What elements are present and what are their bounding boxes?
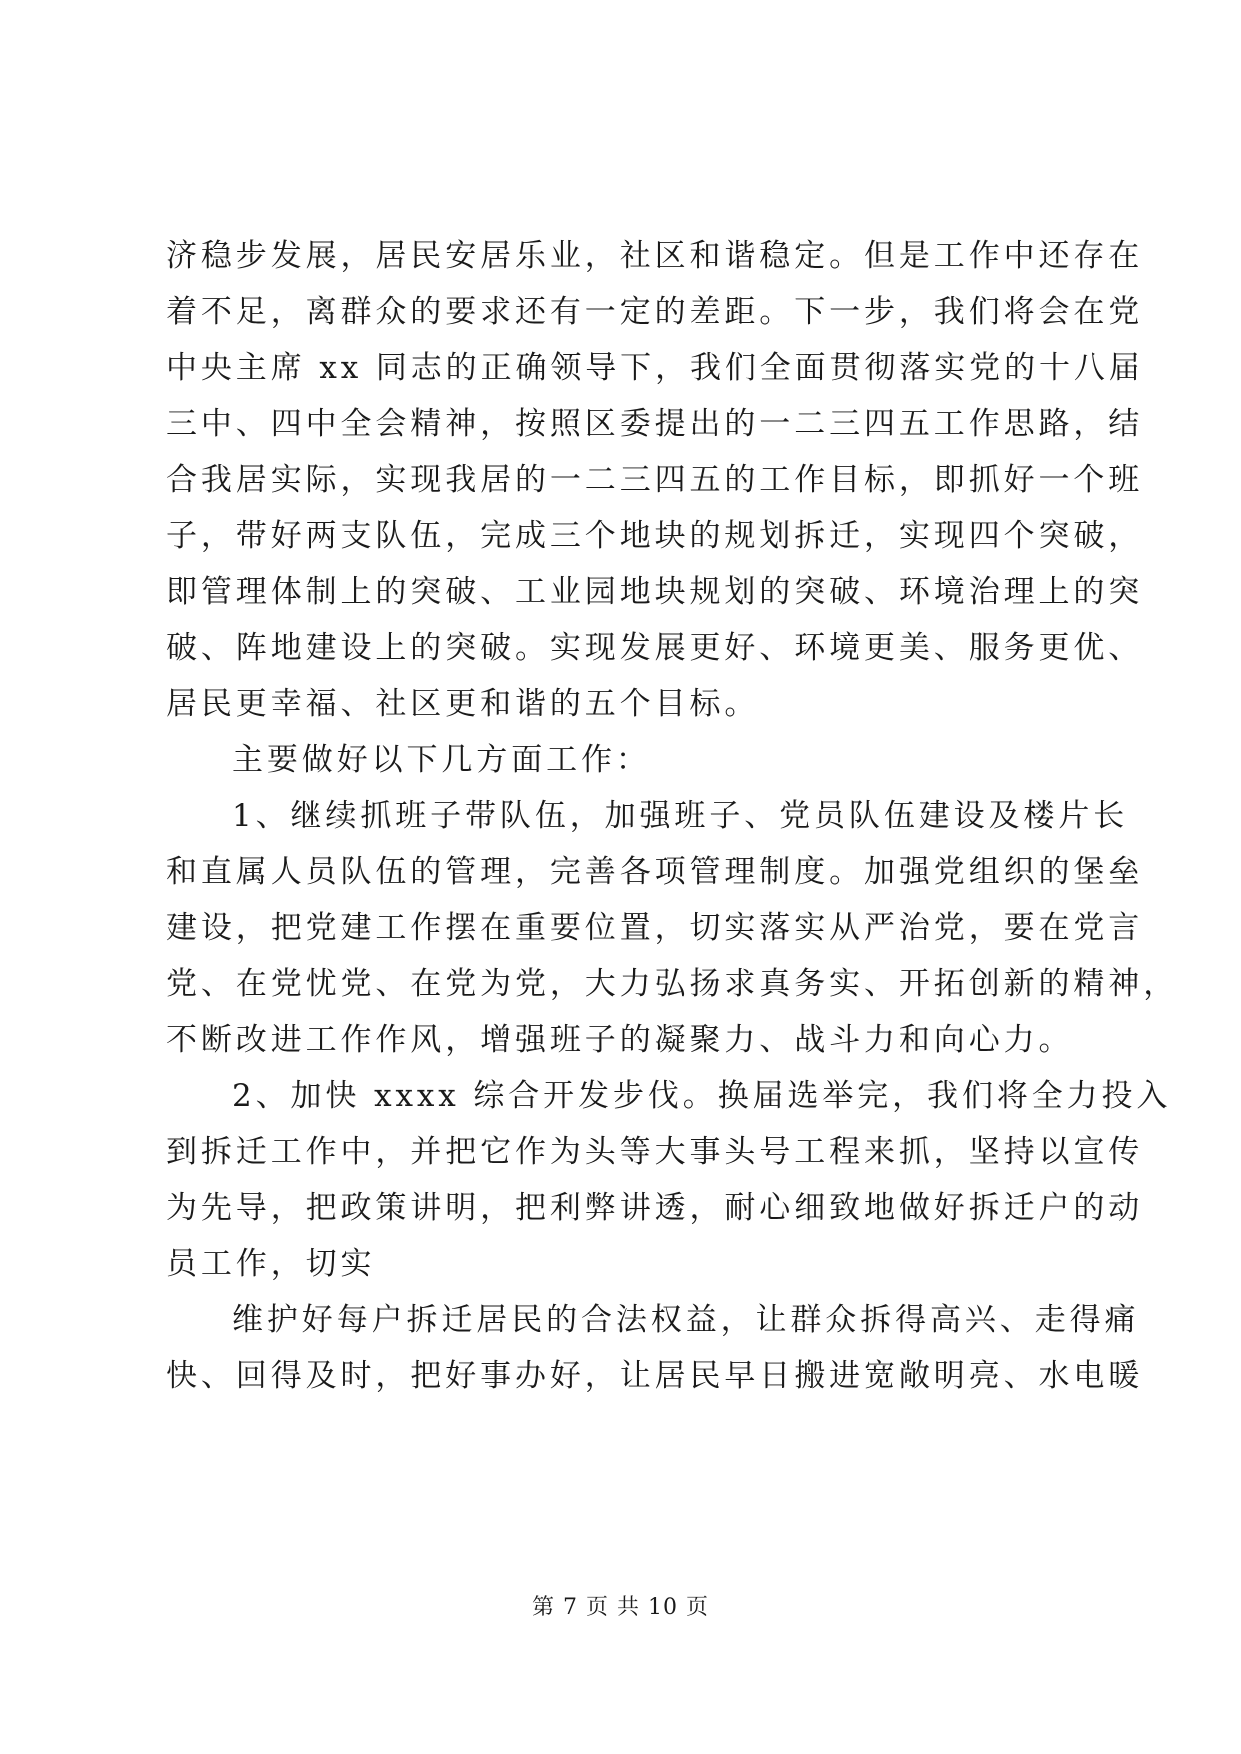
body-text-line: 即管理体制上的突破、工业园地块规划的突破、环境治理上的突 bbox=[166, 574, 1144, 610]
body-text-line: 和直属人员队伍的管理，完善各项管理制度。加强党组织的堡垒 bbox=[166, 854, 1144, 890]
body-text-line: 党、在党忧党、在党为党，大力弘扬求真务实、开拓创新的精神， bbox=[166, 966, 1179, 1002]
body-text-line: 三中、四中全会精神，按照区委提出的一二三四五工作思路，结 bbox=[166, 406, 1144, 442]
body-text-line: 子，带好两支队伍，完成三个地块的规划拆迁，实现四个突破， bbox=[166, 518, 1144, 554]
body-text-line: 建设，把党建工作摆在重要位置，切实落实从严治党，要在党言 bbox=[166, 910, 1144, 946]
body-text-line: 着不足，离群众的要求还有一定的差距。下一步，我们将会在党 bbox=[166, 294, 1144, 330]
page-number-footer: 第 7 页 共 10 页 bbox=[532, 1595, 709, 1620]
body-text-line: 员工作，切实 bbox=[166, 1246, 376, 1282]
body-text-line: 快、回得及时，把好事办好，让居民早日搬进宽敞明亮、水电暖 bbox=[166, 1358, 1144, 1394]
paragraph-first-line: 维护好每户拆迁居民的合法权益，让群众拆得高兴、走得痛 bbox=[232, 1302, 1140, 1338]
item-2-first-line: 2、加快 xxxx 综合开发步伐。换届选举完，我们将全力投入 bbox=[232, 1078, 1172, 1114]
body-text-line: 合我居实际，实现我居的一二三四五的工作目标，即抓好一个班 bbox=[166, 462, 1144, 498]
section-intro-line: 主要做好以下几方面工作： bbox=[232, 742, 651, 778]
body-text-line: 不断改进工作作风，增强班子的凝聚力、战斗力和向心力。 bbox=[166, 1022, 1074, 1058]
body-text-line: 为先导，把政策讲明，把利弊讲透，耐心细致地做好拆迁户的动 bbox=[166, 1190, 1144, 1226]
body-text-line: 破、阵地建设上的突破。实现发展更好、环境更美、服务更优、 bbox=[166, 630, 1144, 666]
body-text-line: 济稳步发展，居民安居乐业，社区和谐稳定。但是工作中还存在 bbox=[166, 238, 1144, 274]
item-1-first-line: 1、继续抓班子带队伍，加强班子、党员队伍建设及楼片长 bbox=[232, 798, 1129, 834]
body-text-line: 居民更幸福、社区更和谐的五个目标。 bbox=[166, 686, 760, 722]
body-text-line: 到拆迁工作中，并把它作为头等大事头号工程来抓，坚持以宣传 bbox=[166, 1134, 1144, 1170]
body-text-line: 中央主席 xx 同志的正确领导下，我们全面贯彻落实党的十八届 bbox=[166, 350, 1144, 386]
